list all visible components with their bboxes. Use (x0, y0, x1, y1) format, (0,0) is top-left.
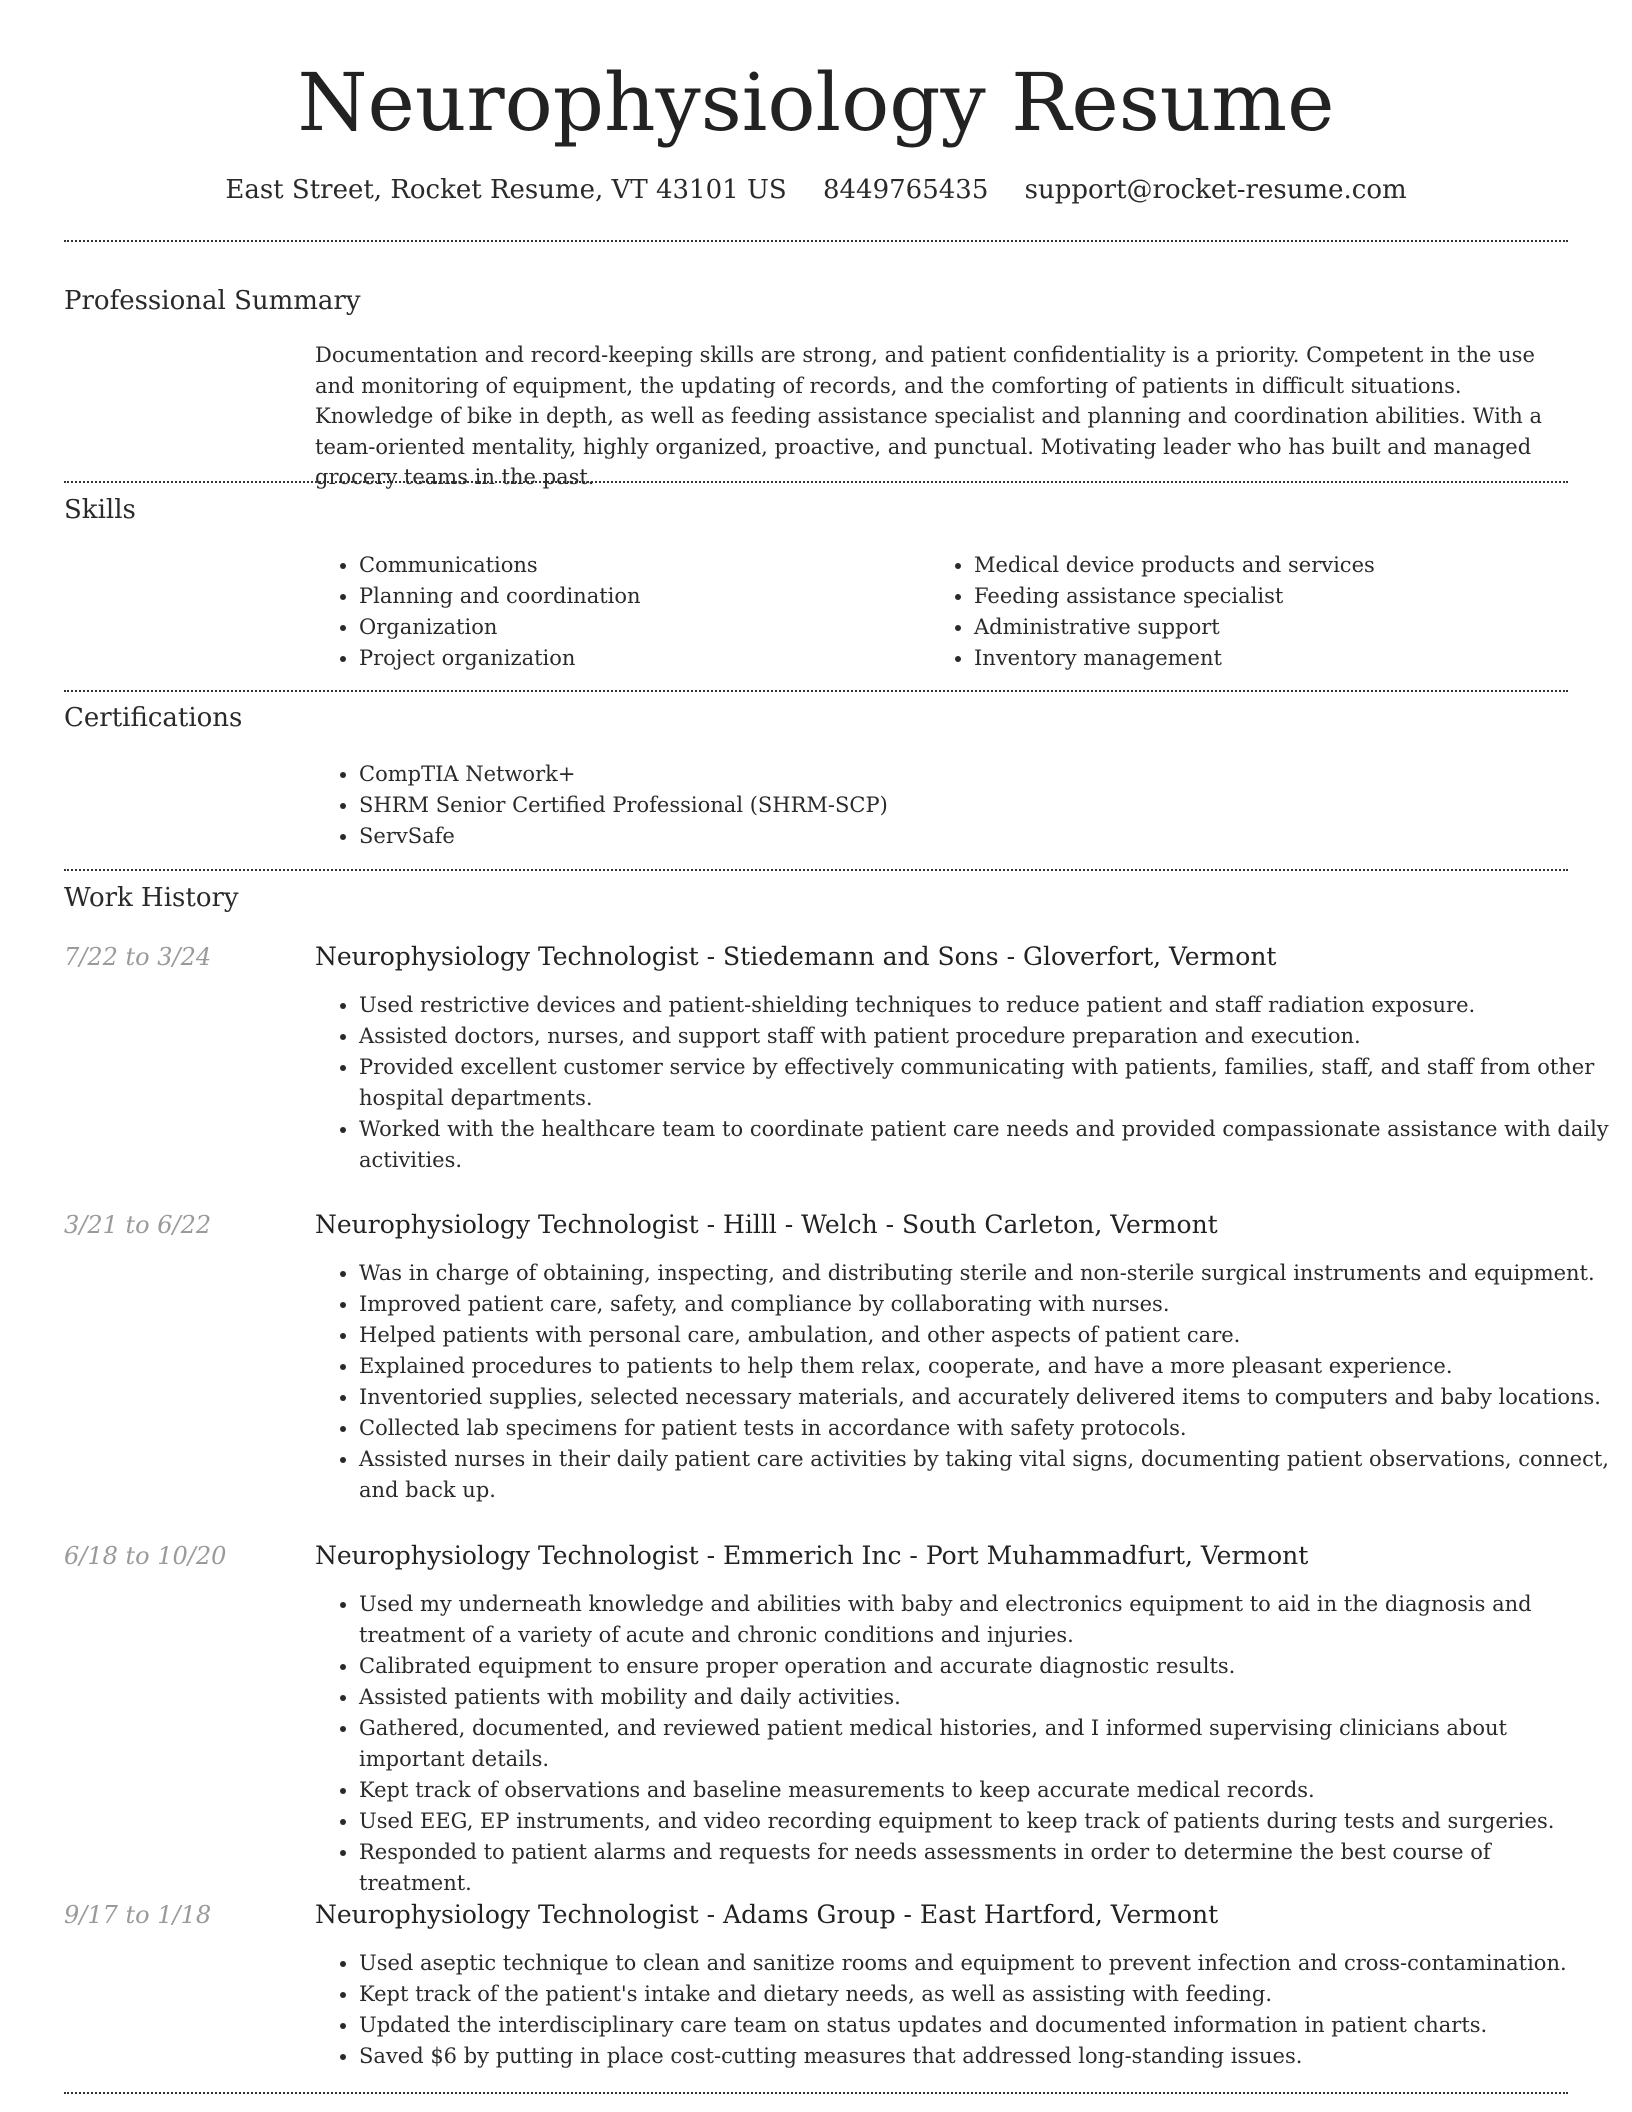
divider (64, 869, 1568, 871)
list-item: • Responded to patient alarms and requests for needs assessments in order to determine the best course of treatment. (359, 1837, 1609, 1899)
list-item: • Gathered, documented, and reviewed patient medical histories, and I informed supervising clinicians about important details. (359, 1713, 1609, 1775)
summary-text: Documentation and record-keeping skills are strong, and patient confidentiality is a priority. Competent in the use and monitoring of equipment, the updating of records, and the comforting of patients in difficult situations. Knowledge of bike in depth, as well as feeding assistance specialist and planning and coordination abilities. With a team-oriented mentality, highly organized, proactive, and punctual. Motivating leader who has built and managed grocery teams in the past. (315, 343, 1542, 489)
list-item: • Used my underneath knowledge and abilities with baby and electronics equipment to aid in the diagnosis and treatment of a variety of acute and chronic conditions and injuries. (359, 1589, 1609, 1651)
job-title: Neurophysiology Technologist - Emmerich Inc - Port Muhammadfurt, Vermont (315, 1541, 1309, 1570)
list-item: • Administrative support (974, 612, 1594, 643)
list-item: • Assisted nurses in their daily patient care activities by taking vital signs, documenting patient observations, connect, and back up. (359, 1444, 1609, 1506)
job-bullets (315, 1589, 1609, 1899)
list-item: • Worked with the healthcare team to coordinate patient care needs and provided compassionate assistance with daily activities. (359, 1114, 1609, 1176)
list-item: • Explained procedures to patients to help them relax, cooperate, and have a more pleasant experience. (359, 1351, 1609, 1382)
divider (64, 240, 1568, 242)
job-bullets (315, 990, 1609, 1176)
certifications-list (315, 759, 1609, 852)
list-item: • Feeding assistance specialist (974, 581, 1594, 612)
job-dates: 6/18 to 10/20 (64, 1542, 227, 1570)
job-dates: 9/17 to 1/18 (64, 1901, 212, 1929)
divider (64, 2092, 1568, 2094)
list-item: • Was in charge of obtaining, inspecting, and distributing sterile and non-sterile surgical instruments and equipment. (359, 1258, 1609, 1289)
list-item: • Collected lab specimens for patient tests in accordance with safety protocols. (359, 1413, 1609, 1444)
list-item: • Calibrated equipment to ensure proper operation and accurate diagnostic results. (359, 1651, 1609, 1682)
list-item: • Organization (359, 612, 919, 643)
list-item: • ServSafe (359, 821, 1609, 852)
list-item: • Assisted doctors, nurses, and support staff with patient procedure preparation and execution. (359, 1021, 1609, 1052)
section-heading-summary: Professional Summary (64, 286, 361, 316)
phone: 8449765435 (822, 175, 989, 205)
list-item: • Inventoried supplies, selected necessary materials, and accurately delivered items to computers and baby locations. (359, 1382, 1609, 1413)
skills-list-left (315, 550, 919, 674)
list-item: • Used EEG, EP instruments, and video recording equipment to keep track of patients during tests and surgeries. (359, 1806, 1609, 1837)
job-bullets (315, 1948, 1609, 2072)
list-item: • Improved patient care, safety, and compliance by collaborating with nurses. (359, 1289, 1609, 1320)
email: support@rocket-resume.com (1024, 175, 1407, 205)
section-heading-certifications: Certifications (64, 703, 243, 733)
list-item: • Medical device products and services (974, 550, 1594, 581)
section-heading-skills: Skills (64, 495, 136, 525)
job-dates: 7/22 to 3/24 (64, 943, 212, 971)
divider (64, 690, 1568, 692)
contact-line (0, 170, 1632, 210)
job-title: Neurophysiology Technologist - Stiedemann and Sons - Gloverfort, Vermont (315, 942, 1277, 971)
list-item: • Assisted patients with mobility and daily activities. (359, 1682, 1609, 1713)
list-item: • Saved $6 by putting in place cost-cutting measures that addressed long-standing issues. (359, 2041, 1609, 2072)
page-title: Neurophysiology Resume (297, 56, 1335, 149)
job-title: Neurophysiology Technologist - Adams Group - East Hartford, Vermont (315, 1900, 1219, 1929)
list-item: • Inventory management (974, 643, 1594, 674)
list-item: • Helped patients with personal care, ambulation, and other aspects of patient care. (359, 1320, 1609, 1351)
list-item: • SHRM Senior Certified Professional (SHRM-SCP) (359, 790, 1609, 821)
list-item: • Used restrictive devices and patient-shielding techniques to reduce patient and staff radiation exposure. (359, 990, 1609, 1021)
list-item: • Planning and coordination (359, 581, 919, 612)
job-dates: 3/21 to 6/22 (64, 1211, 212, 1239)
job-title: Neurophysiology Technologist - Hilll - Welch - South Carleton, Vermont (315, 1210, 1218, 1239)
list-item: • Provided excellent customer service by effectively communicating with patients, families, staff, and staff from other hospital departments. (359, 1052, 1609, 1114)
skills-list-right (930, 550, 1594, 674)
list-item: • Used aseptic technique to clean and sanitize rooms and equipment to prevent infection and cross-contamination. (359, 1948, 1609, 1979)
job-bullets (315, 1258, 1609, 1506)
list-item: • CompTIA Network+ (359, 759, 1609, 790)
list-item: • Kept track of the patient's intake and dietary needs, as well as assisting with feeding. (359, 1979, 1609, 2010)
divider (64, 481, 1568, 483)
list-item: • Communications (359, 550, 919, 581)
list-item: • Kept track of observations and baseline measurements to keep accurate medical records. (359, 1775, 1609, 1806)
list-item: • Updated the interdisciplinary care team on status updates and documented information in patient charts. (359, 2010, 1609, 2041)
list-item: • Project organization (359, 643, 919, 674)
address: East Street, Rocket Resume, VT 43101 US (225, 175, 787, 205)
section-heading-work-history: Work History (64, 883, 239, 913)
